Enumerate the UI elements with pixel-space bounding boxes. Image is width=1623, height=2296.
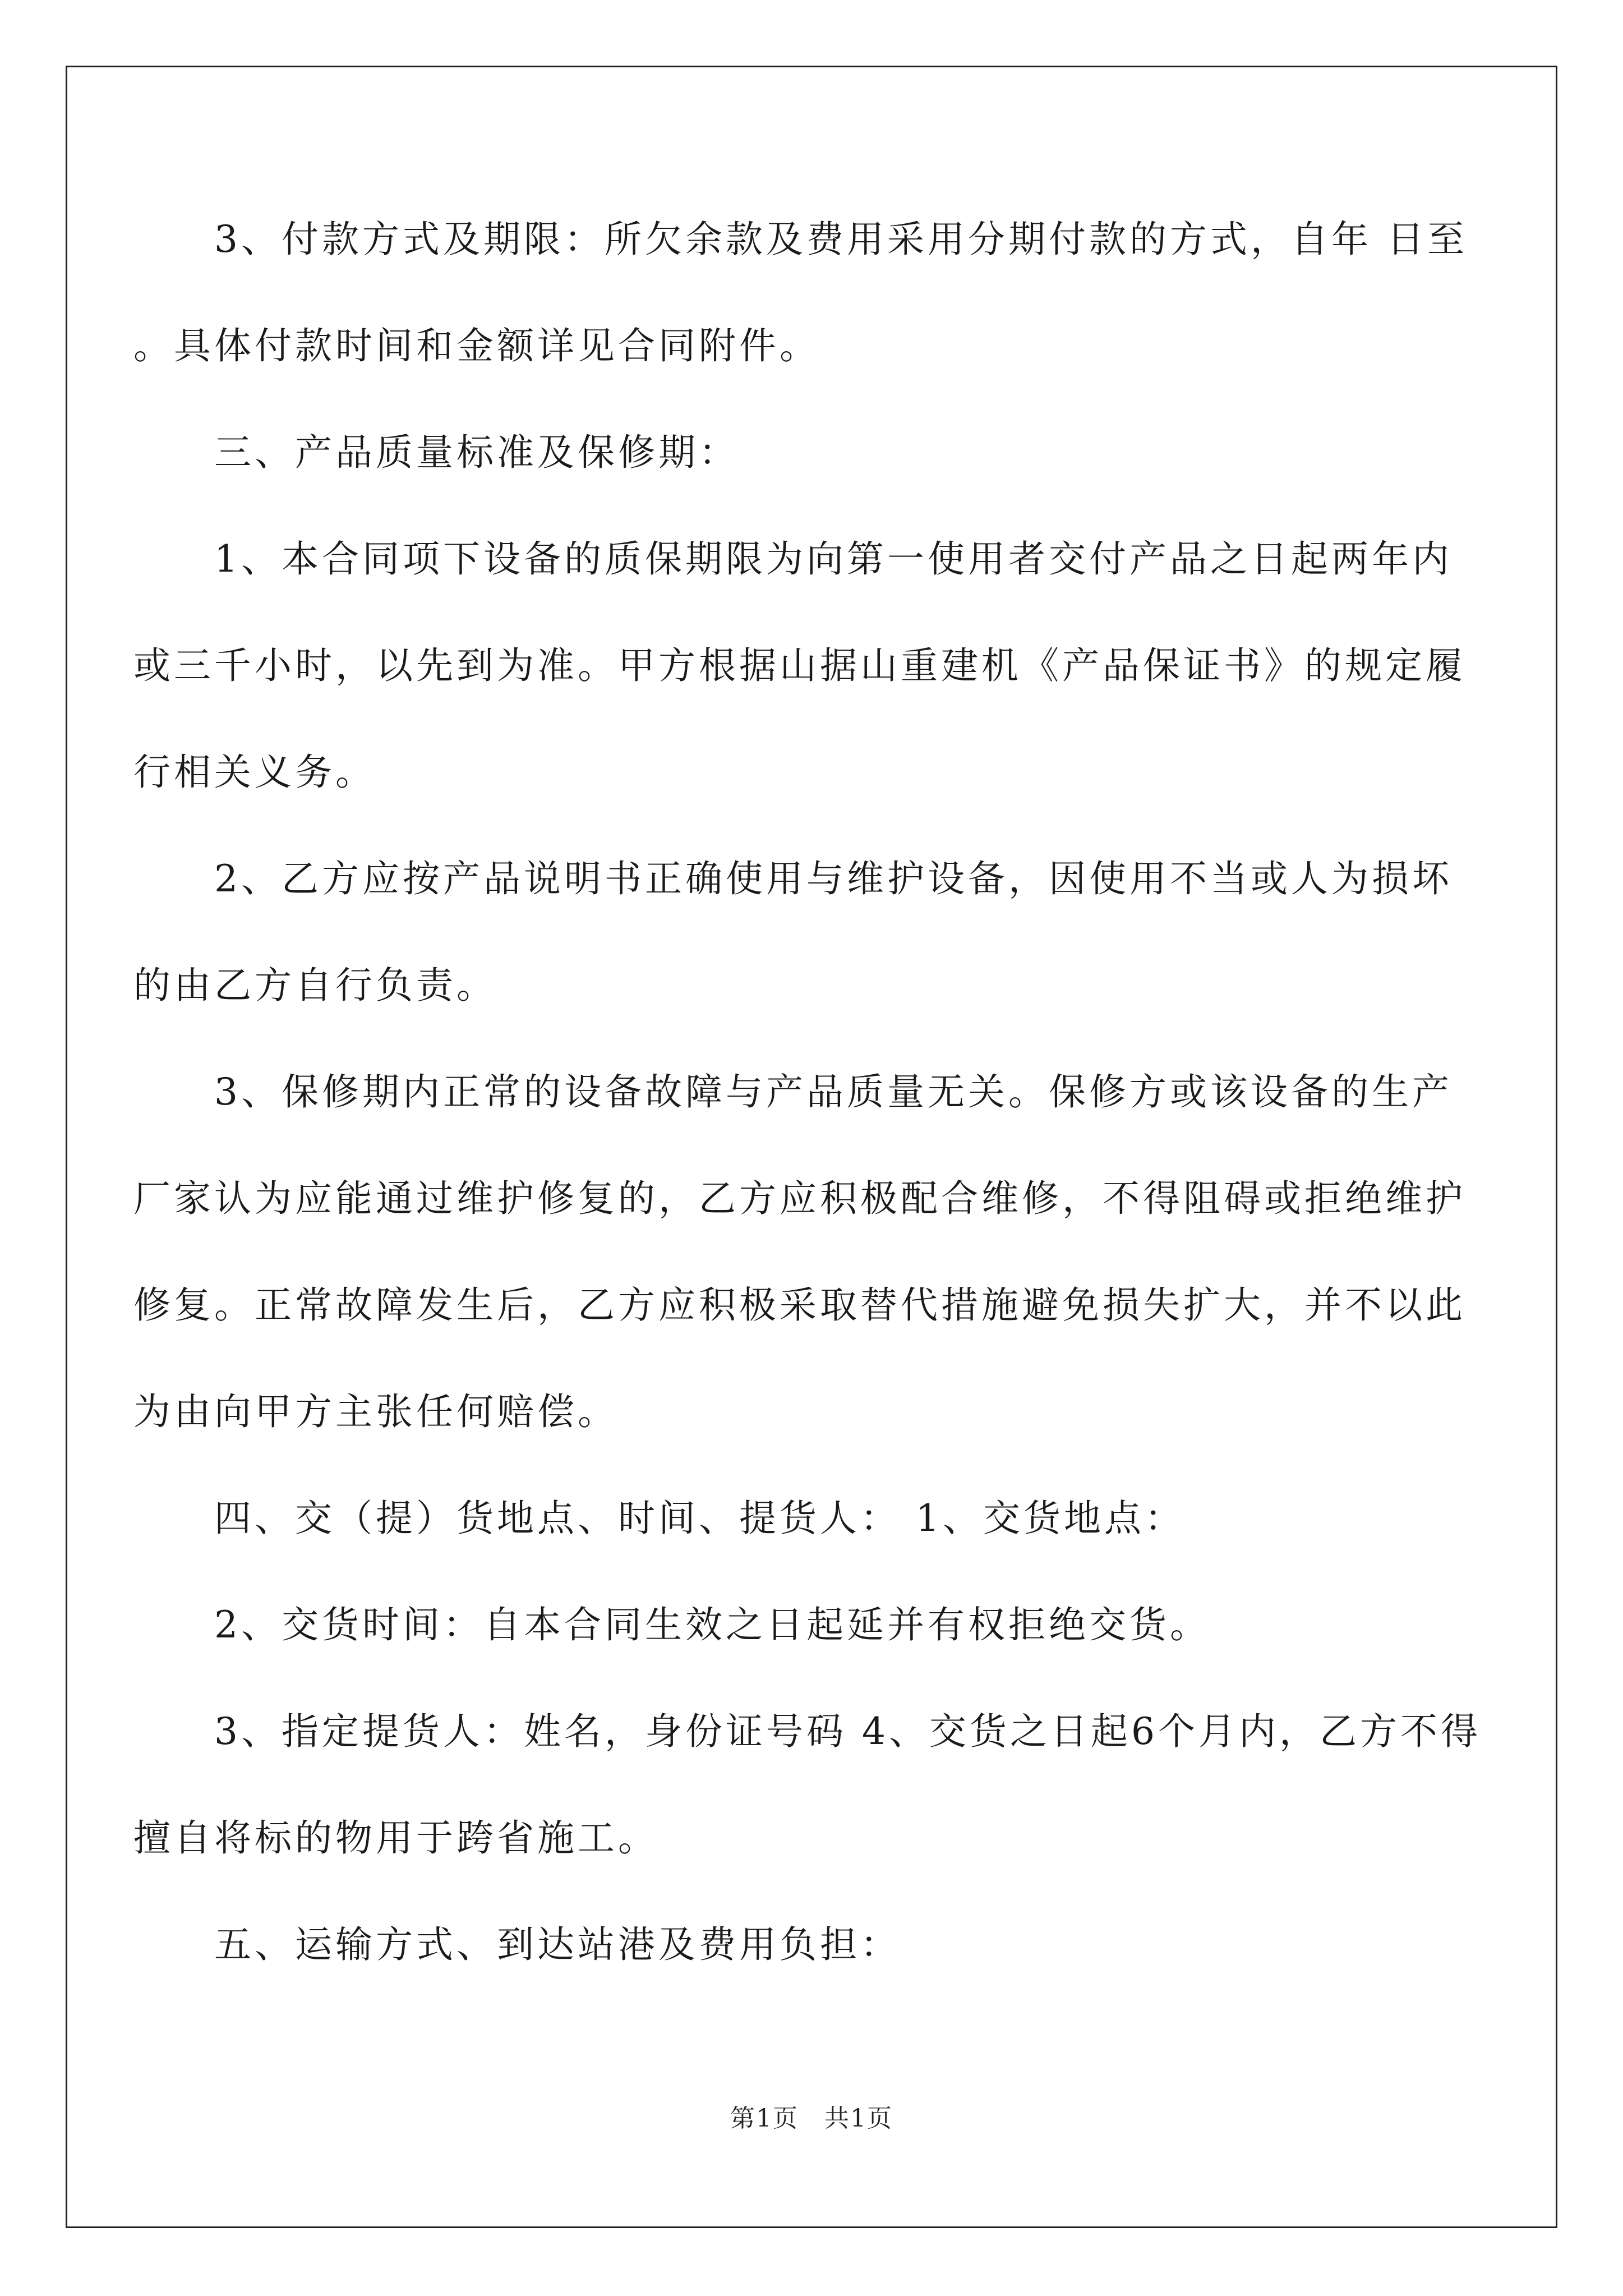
paragraph-warranty-period: 1、本合同项下设备的质保期限为向第一使用者交付产品之日起两年内或三千小时，以先到为准。甲方根据山据山重建机《产品保证书》的规定履行相关义务。: [133, 537, 1466, 794]
document-body: [133, 186, 1491, 1998]
paragraph-pickup-person: 3、指定提货人：姓名，身份证号码 4、交货之日起6个月内，乙方不得擅自将标的物用于跨省施工。: [133, 1710, 1481, 1860]
heading-quality-warranty: 三、产品质量标准及保修期：: [214, 431, 739, 474]
paragraph-proper-use: 2、乙方应按产品说明书正确使用与维护设备，因使用不当或人为损坏的由乙方自行负责。: [133, 857, 1453, 1007]
paragraph-payment-terms: 3、付款方式及期限：所欠余款及费用采用分期付款的方式，自年 日至 。具体付款时间和金额详见合同附件。: [133, 218, 1468, 367]
heading-transport: 五、运输方式、到达站港及费用负担：: [214, 1923, 901, 1966]
heading-delivery: 四、交（提）货地点、时间、提货人： 1、交货地点：: [214, 1497, 1185, 1540]
page-number-footer: 第1页 共1页: [730, 2104, 893, 2133]
paragraph-delivery-time: 2、交货时间：自本合同生效之日起延并有权拒绝交货。: [214, 1603, 1210, 1646]
paragraph-normal-faults: 3、保修期内正常的设备故障与产品质量无关。保修方或该设备的生产厂家认为应能通过维护修复的，乙方应积极配合维修，不得阻碍或拒绝维护修复。正常故障发生后，乙方应积极采取替代措施避免损失扩大，并不以此为由向甲方主张任何赔偿。: [133, 1070, 1466, 1433]
